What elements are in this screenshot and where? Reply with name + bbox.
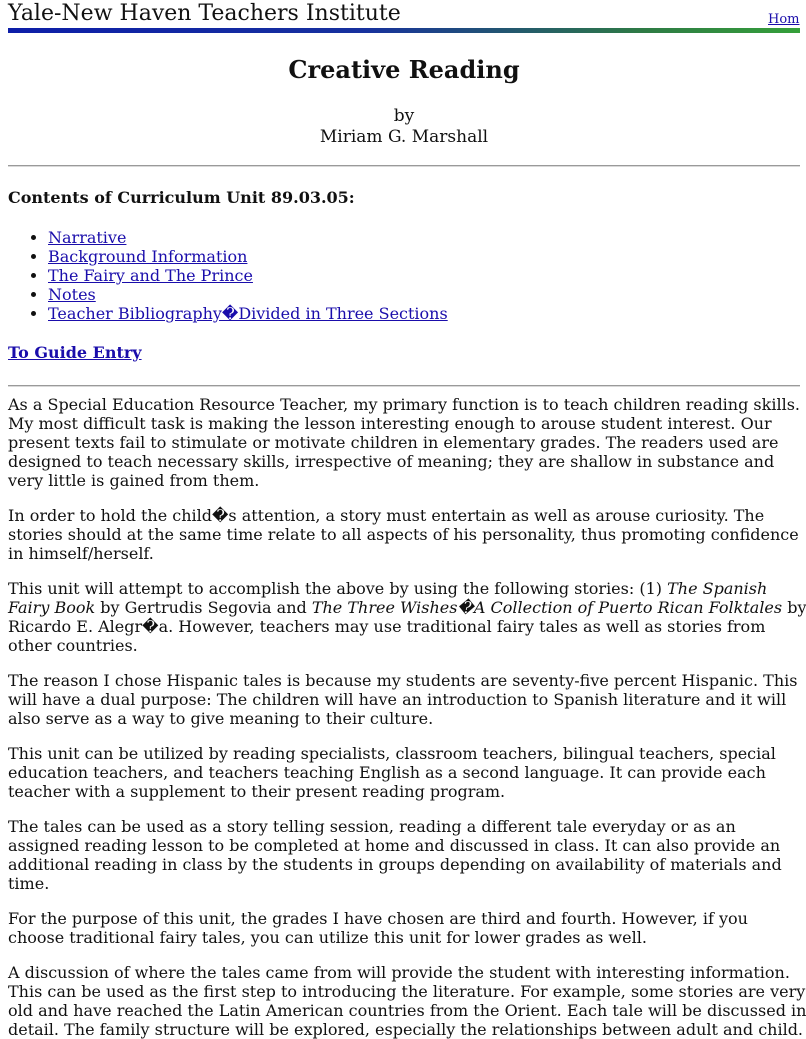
contents-item xyxy=(48,228,800,247)
text-line: stories should at the same time relate to all aspects of his personality, thus promoting confidence xyxy=(8,525,799,544)
text-line: A discussion of where the tales came from will provide the student with interesting information. xyxy=(8,963,790,982)
paragraph xyxy=(8,817,800,893)
divider xyxy=(8,385,800,387)
book-title: Fairy Book xyxy=(8,598,96,617)
header-gradient-bar xyxy=(8,28,800,33)
guide-entry xyxy=(8,343,800,363)
paragraph xyxy=(8,671,800,728)
text-line: additional reading in class by the students in groups depending on availability of materials and xyxy=(8,855,782,874)
contents-item xyxy=(48,247,800,266)
text-line: in himself/herself. xyxy=(8,544,154,563)
book-title: The Three Wishes�A Collection of Puerto Rican Folktales xyxy=(311,598,783,617)
link-notes[interactable]: Notes xyxy=(48,285,96,304)
text-line: My most difficult task is making the lesson interesting enough to arouse student interest. Our xyxy=(8,414,772,433)
contents-list xyxy=(8,228,800,323)
paragraph xyxy=(8,579,806,655)
text-line: The reason I chose Hispanic tales is because my students are seventy-five percent Hispanic. This xyxy=(8,671,798,690)
text-line: As a Special Education Resource Teacher, my primary function is to teach children reading skills. xyxy=(8,395,800,414)
text-line xyxy=(8,579,800,598)
contents-item xyxy=(48,285,800,304)
link-narrative[interactable]: Narrative xyxy=(48,228,127,247)
divider xyxy=(8,165,800,167)
byline xyxy=(8,106,800,148)
text-line: time. xyxy=(8,874,50,893)
text-line: will have a dual purpose: The children will have an introduction to Spanish literature and it will xyxy=(8,690,787,709)
paragraph xyxy=(8,963,806,1039)
text-line: This unit can be utilized by reading specialists, classroom teachers, bilingual teachers, special xyxy=(8,744,776,763)
text-line: In order to hold the child�s attention, a story must entertain as well as arouse curiosity. The xyxy=(8,506,765,525)
text-line: teacher with a supplement to their present reading program. xyxy=(8,782,506,801)
site-title: Yale-New Haven Teachers Institute xyxy=(8,1,401,26)
by-label: by xyxy=(393,106,415,126)
text-line: old and have reached the Latin American countries from the Orient. Each tale will be discussed in xyxy=(8,1001,806,1020)
text-run: This unit will attempt to accomplish the above by using the following stories: (1) xyxy=(8,579,668,598)
text-line: For the purpose of this unit, the grades I have chosen are third and fourth. However, if you xyxy=(8,909,748,928)
paragraph xyxy=(8,909,800,947)
narrative-body xyxy=(8,395,806,1039)
link-fairy-and-prince[interactable]: The Fairy and The Prince xyxy=(48,266,253,285)
contents-item xyxy=(48,266,800,285)
text-line xyxy=(8,598,806,617)
paragraph xyxy=(8,395,800,490)
paragraph xyxy=(8,506,800,563)
text-line: choose traditional fairy tales, you can utilize this unit for lower grades as well. xyxy=(8,928,647,947)
book-title: The Spanish xyxy=(667,579,768,598)
text-line: The tales can be used as a story telling session, reading a different tale everyday or as an xyxy=(8,817,736,836)
text-run: by Gertrudis Segovia and xyxy=(95,598,312,617)
author-name: Miriam G. Marshall xyxy=(319,127,489,147)
text-run: by xyxy=(782,598,806,617)
text-line: assigned reading lesson to be completed at home and discussed in class. It can also provide an xyxy=(8,836,781,855)
text-line: This can be used as the first step to introducing the literature. For example, some stories are very xyxy=(8,982,806,1001)
text-line: very little is gained from them. xyxy=(8,471,260,490)
text-line: present texts fail to stimulate or motivate children in elementary grades. The readers used are xyxy=(8,433,779,452)
text-line: other countries. xyxy=(8,636,138,655)
text-line: also serve as a way to give meaning to their culture. xyxy=(8,709,434,728)
site-header xyxy=(8,0,800,28)
link-teacher-bibliography[interactable]: Teacher Bibliography�Divided in Three Sections xyxy=(48,304,448,323)
text-line: education teachers, and teachers teaching English as a second language. It can provide each xyxy=(8,763,766,782)
contents-title: Contents of Curriculum Unit 89.03.05: xyxy=(8,188,355,207)
guide-entry-link[interactable]: To Guide Entry xyxy=(8,343,142,362)
paragraph xyxy=(8,744,800,801)
link-background-information[interactable]: Background Information xyxy=(48,247,248,266)
home-link[interactable]: Hom xyxy=(768,12,800,27)
text-line: designed to teach necessary skills, irrespective of meaning; they are shallow in substance and xyxy=(8,452,775,471)
unit-title: Creative Reading xyxy=(288,55,520,84)
contents-item xyxy=(48,304,800,323)
text-line: Ricardo E. Alegr�a. However, teachers may use traditional fairy tales as well as stories from xyxy=(8,617,766,636)
text-line: detail. The family structure will be explored, especially the relationships between adult and child. xyxy=(8,1020,804,1039)
